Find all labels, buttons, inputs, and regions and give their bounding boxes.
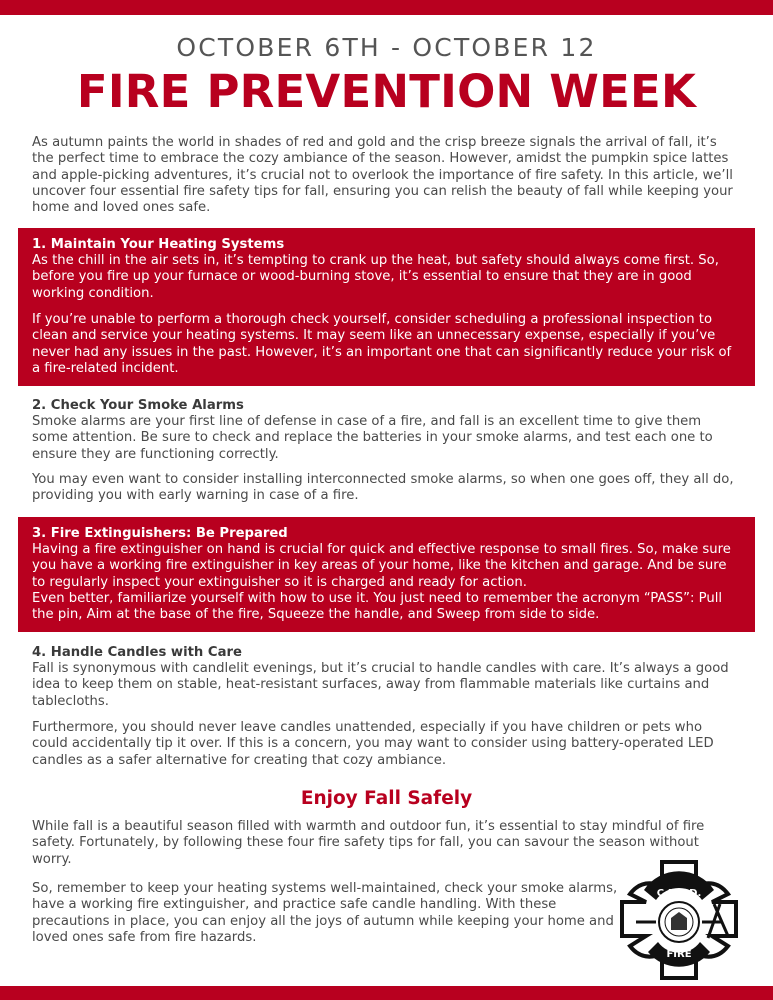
section-heating-panel (18, 228, 755, 386)
section-paragraph: Even better, familiarize yourself with how to use it. You just need to remember the acronym “PASS”: Pull the pin, Aim at the base of the fire, Squeeze the handle, and Sweep from side to side. (32, 591, 723, 623)
page-title: FIRE PREVENTION WEEK (76, 65, 697, 118)
bottom-accent-bar (0, 986, 773, 1000)
section-heading: 2. Check Your Smoke Alarms (32, 398, 244, 413)
section-heading: 4. Handle Candles with Care (32, 645, 242, 660)
section-paragraph: You may even want to consider installing interconnected smoke alarms, so when one goes off, they all do, providing you with early warning in case of a fire. (32, 472, 734, 504)
top-accent-bar (0, 0, 773, 15)
closing-title: Enjoy Fall Safely (300, 788, 473, 809)
fire-department-logo (616, 856, 742, 984)
section-extinguisher-panel (18, 517, 755, 632)
closing-paragraph: So, remember to keep your heating systems well-maintained, check your smoke alarms, have a working fire extinguisher, and practice safe candle handling. With these precautions in place, you can enjoy all the joys of autumn while keeping your home and loved ones safe from fire hazards. (32, 881, 618, 945)
section-heading: 3. Fire Extinguishers: Be Prepared (32, 526, 288, 541)
section-paragraph: Furthermore, you should never leave candles unattended, especially if you have children or pets who could accidentally tip it over. If this is a concern, you may want to consider using battery-operated LED candles as a safer alternative for creating that cozy ambiance. (32, 720, 714, 768)
logo-bottom-text: FIRE (666, 949, 692, 960)
date-range: OCTOBER 6TH - OCTOBER 12 (176, 33, 597, 62)
intro-paragraph: As autumn paints the world in shades of red and gold and the crisp breeze signals the arrival of fall, it’s the perfect time to embrace the cozy ambiance of the season. However, amidst the pumpkin spice lattes and apple-picking adventures, it’s crucial not to overlook the importance of fire safety. In this article, we’ll uncover four essential fire safety tips for fall, ensuring you can relish the beauty of fall while keeping your home and loved ones safe. (32, 135, 733, 216)
section-heading: 1. Maintain Your Heating Systems (32, 237, 285, 252)
section-paragraph: As the chill in the air sets in, it’s tempting to crank up the heat, but safety should always come first. So, before you fire up your furnace or wood-burning stove, it’s essential to ensure that they are in good working condition. (32, 253, 719, 301)
section-paragraph: Smoke alarms are your first line of defense in case of a fire, and fall is an excellent time to give them some attention. Be sure to check and replace the batteries in your smoke alarms, and test each one to ensure they are functioning correctly. (32, 414, 713, 462)
section-paragraph: If you’re unable to perform a thorough check yourself, consider scheduling a professional inspection to clean and service your heating systems. It may seem like an unnecessary expense, especially if you’ve never had any issues in the past. However, it’s an important one that can significantly reduce your risk of a fire-related incident. (32, 312, 732, 376)
logo-top-text: C.N.F.D. (656, 888, 702, 899)
closing-paragraph: While fall is a beautiful season filled with warmth and outdoor fun, it’s essential to stay mindful of fire safety. Fortunately, by following these four fire safety tips for fall, you can savour the season without worry. (32, 819, 705, 867)
section-paragraph: Having a fire extinguisher on hand is crucial for quick and effective response to small fires. So, make sure you have a working fire extinguisher in key areas of your home, like the kitchen and garage. And be sure to regularly inspect your extinguisher so it is charged and ready for action. (32, 542, 731, 590)
section-paragraph: Fall is synonymous with candlelit evenings, but it’s crucial to handle candles with care. It’s always a good idea to keep them on stable, heat-resistant surfaces, away from flammable materials like curtains and tablecloths. (32, 661, 729, 709)
